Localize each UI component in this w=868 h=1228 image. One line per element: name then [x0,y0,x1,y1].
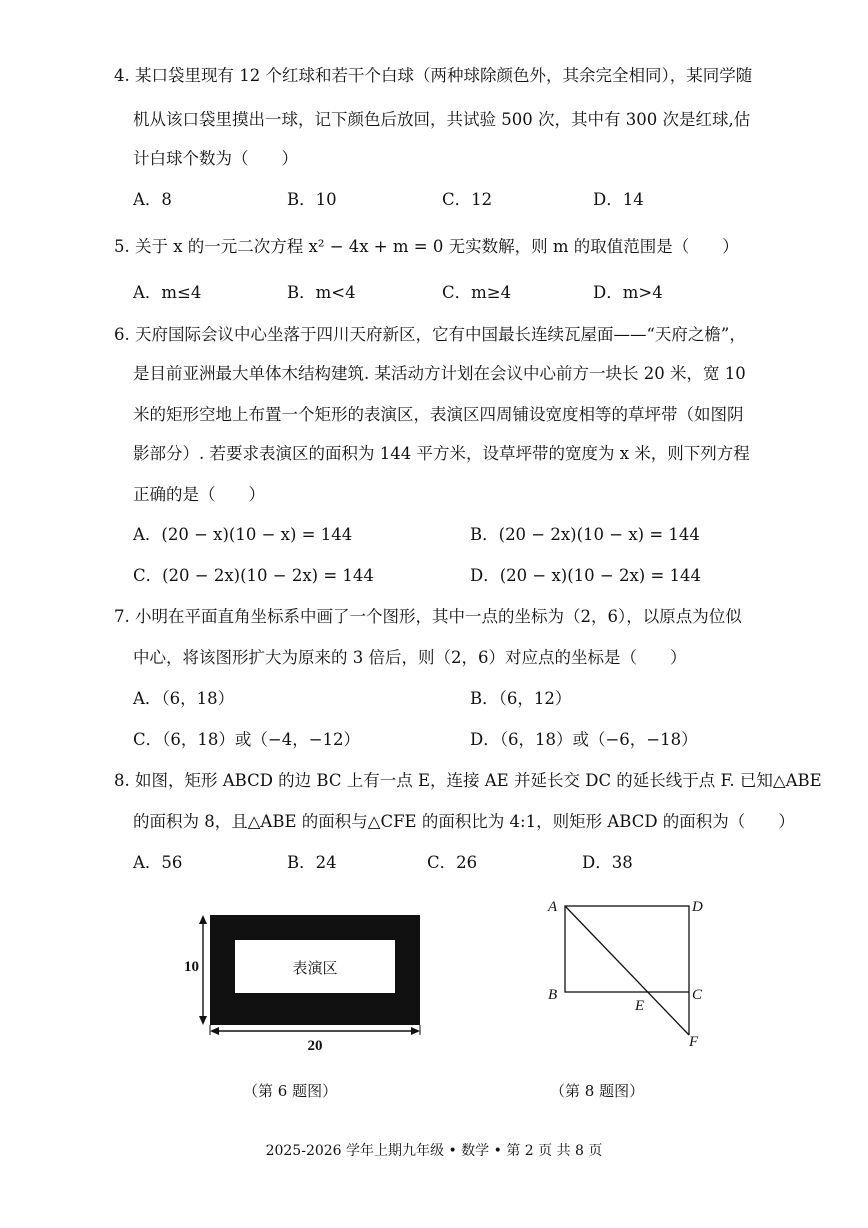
q7-option-b: B．（6，12） [470,689,572,708]
figure-8 [540,893,720,1053]
q7-option-a: A．（6，18） [133,689,235,708]
q7-line-1: 7. 小明在平面直角坐标系中画了一个图形，其中一点的坐标为（2，6），以原点为位似 [114,607,742,626]
q8-option-c: C．26 [427,853,478,872]
q6-option-d: D．(20 − x)(10 − 2x) = 144 [470,566,702,585]
height-arrow-top [199,915,207,924]
page-footer: 2025-2026 学年上期九年级 • 数学 • 第 2 页 共 8 页 [265,1143,603,1159]
height-label: 10 [184,959,199,975]
q5-option-d: D．m>4 [593,283,663,302]
point-e-label: E [635,998,645,1014]
q5-option-b: B．m<4 [287,283,356,302]
q4-line-2: 机从该口袋里摸出一球，记下颜色后放回，共试验 500 次，其中有 300 次是红球,估 [133,110,751,129]
q6-line-4: 影部分）. 若要求表演区的面积为 144 平方米，设草坪带的宽度为 x 米，则下列方程 [133,444,750,463]
rectangle-abcd [565,906,689,992]
q6-option-c: C．(20 − 2x)(10 − 2x) = 144 [133,566,374,585]
figure-6 [175,905,435,1055]
width-label: 20 [307,1038,323,1054]
q8-option-d: D．38 [582,853,633,872]
q6-line-1: 6. 天府国际会议中心坐落于四川天府新区，它有中国最长连续瓦屋面——“天府之檐”， [114,325,746,344]
q5-option-c: C．m≥4 [442,283,512,302]
point-d-label: D [692,899,703,915]
q4-option-d: D．14 [593,190,644,209]
q4-option-b: B．10 [287,190,337,209]
q8-option-a: A．56 [133,853,183,872]
width-arrow-left [210,1027,219,1035]
q8-line-2: 的面积为 8，且△ABE 的面积与△CFE 的面积比为 4:1，则矩形 ABCD 的面积为（ ） [133,812,795,831]
q7-option-d: D．（6，18）或（−6，−18） [470,730,698,749]
q4-line-3: 计白球个数为（ ） [133,149,298,168]
height-arrow-bottom [199,1016,207,1025]
q6-line-3: 米的矩形空地上布置一个矩形的表演区，表演区四周铺设宽度相等的草坪带（如图阴 [133,405,744,424]
segment-af [565,906,689,1035]
q5-option-a: A．m≤4 [133,283,202,302]
q5-line-1: 5. 关于 x 的一元二次方程 x² − 4x + m = 0 无实数解，则 m 的取值范围是（ ） [114,237,739,256]
point-c-label: C [692,987,703,1003]
point-a-label: A [548,899,558,915]
q6-line-2: 是目前亚洲最大单体木结构建筑. 某活动方计划在会议中心前方一块长 20 米，宽 10 [133,364,746,383]
q7-option-c: C．（6，18）或（−4，−12） [133,730,361,749]
q8-line-1: 8. 如图，矩形 ABCD 的边 BC 上有一点 E，连接 AE 并延长交 DC 的延长线于点 F. 已知△ABE [114,771,822,790]
q7-line-2: 中心，将该图形扩大为原来的 3 倍后，则（2，6）对应点的坐标是（ ） [133,648,687,667]
width-arrow-right [411,1027,420,1035]
q6-option-a: A．(20 − x)(10 − x) = 144 [133,525,353,544]
q8-option-b: B．24 [287,853,337,872]
figure-8-caption: （第 8 题图） [550,1082,645,1100]
point-f-label: F [689,1034,699,1050]
stage-label: 表演区 [292,961,338,977]
figure-6-caption: （第 6 题图） [243,1082,338,1100]
q4-option-a: A．8 [133,190,172,209]
q4-option-c: C．12 [442,190,493,209]
point-b-label: B [548,987,558,1003]
q6-line-5: 正确的是（ ） [133,485,265,504]
q4-line-1: 4. 某口袋里现有 12 个红球和若干个白球（两种球除颜色外，其余完全相同），某同学随 [114,66,753,85]
q6-option-b: B．(20 − 2x)(10 − x) = 144 [470,525,700,544]
